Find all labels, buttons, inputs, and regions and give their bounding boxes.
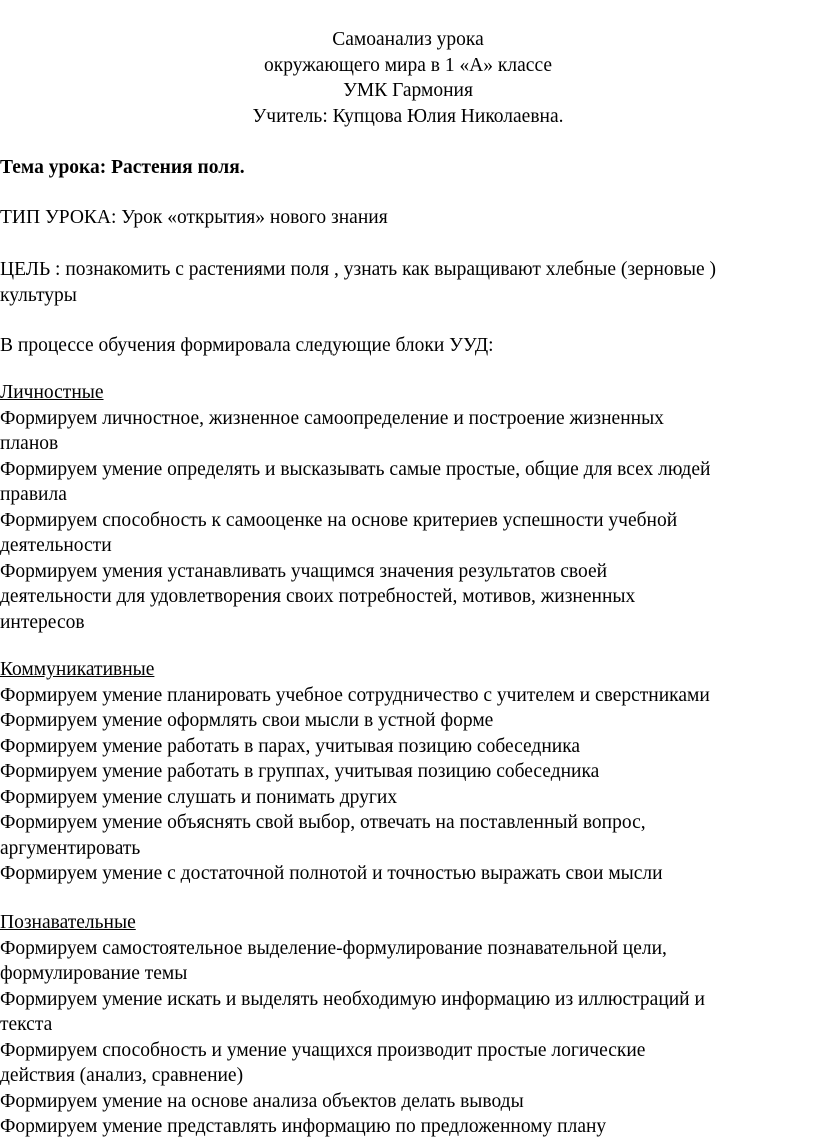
communicative-line: Формируем умение оформлять свои мысли в устной форме <box>0 710 494 731</box>
communicative-line: аргументировать <box>0 837 141 859</box>
communicative-heading: Коммуникативные <box>0 659 155 680</box>
header-umk: УМК Гармония <box>343 80 473 101</box>
header-teacher: Учитель: Купцова Юлия Николаевна. <box>252 105 564 127</box>
personal-line: Формируем умение определять и высказывать самые простые, общие для всех людей <box>0 458 711 480</box>
cognitive-line: формулирование темы <box>0 963 188 984</box>
personal-heading: Личностные <box>0 382 104 403</box>
intro-block <box>0 333 816 359</box>
header-subject: окружающего мира в 1 «А» классе <box>264 54 552 76</box>
communicative-line: Формируем умение слушать и понимать других <box>0 786 398 808</box>
topic-block <box>0 155 816 181</box>
cognitive-line: Формируем умение искать и выделять необходимую информацию из иллюстраций и <box>0 988 705 1010</box>
personal-line: Формируем способность к самооценке на основе критериев успешности учебной <box>0 509 678 531</box>
lesson-type-block <box>0 205 816 231</box>
header-title: Самоанализ урока <box>332 29 484 50</box>
communicative-section <box>0 657 816 887</box>
goal-line: ЦЕЛЬ : познакомить с растениями поля , узнать как выращивают хлебные (зерновые ) <box>0 259 716 280</box>
document-header <box>0 27 816 129</box>
personal-line: деятельности <box>0 535 112 556</box>
cognitive-line: Формируем умение на основе анализа объектов делать выводы <box>0 1090 524 1112</box>
cognitive-heading: Познавательные <box>0 912 136 933</box>
personal-line: Формируем личностное, жизненное самоопределение и построение жизненных <box>0 407 664 429</box>
personal-line: планов <box>0 433 59 454</box>
cognitive-line: Формируем умение представлять информацию по предложенному плану <box>0 1116 607 1137</box>
cognitive-line: действия (анализ, сравнение) <box>0 1065 244 1086</box>
communicative-line: Формируем умение работать в группах, учитывая позицию собеседника <box>0 761 600 782</box>
communicative-line: Формируем умение с достаточной полнотой и точностью выражать свои мысли <box>0 863 663 884</box>
cognitive-section <box>0 910 816 1140</box>
goal-block <box>0 257 816 308</box>
communicative-line: Формируем умение работать в парах, учитывая позицию собеседника <box>0 735 581 757</box>
personal-line: интересов <box>0 611 85 633</box>
personal-line: деятельности для удовлетворения своих потребностей, мотивов, жизненных <box>0 586 636 607</box>
cognitive-line: Формируем способность и умение учащихся производит простые логические <box>0 1039 646 1061</box>
uud-intro: В процессе обучения формировала следующие блоки УУД: <box>0 335 494 356</box>
personal-line: правила <box>0 484 67 505</box>
communicative-line: Формируем умение объяснять свой выбор, отвечать на поставленный вопрос, <box>0 812 646 833</box>
personal-section <box>0 380 816 635</box>
communicative-line: Формируем умение планировать учебное сотрудничество с учителем и сверстниками <box>0 684 710 706</box>
lesson-type: ТИП УРОКА: Урок «открытия» нового знания <box>0 207 388 228</box>
cognitive-line: текста <box>0 1014 53 1035</box>
goal-line: культуры <box>0 284 77 306</box>
lesson-topic: Тема урока: Растения поля. <box>0 157 245 178</box>
cognitive-line: Формируем самостоятельное выделение-формулирование познавательной цели, <box>0 937 667 959</box>
personal-line: Формируем умения устанавливать учащимся значения результатов своей <box>0 560 608 582</box>
